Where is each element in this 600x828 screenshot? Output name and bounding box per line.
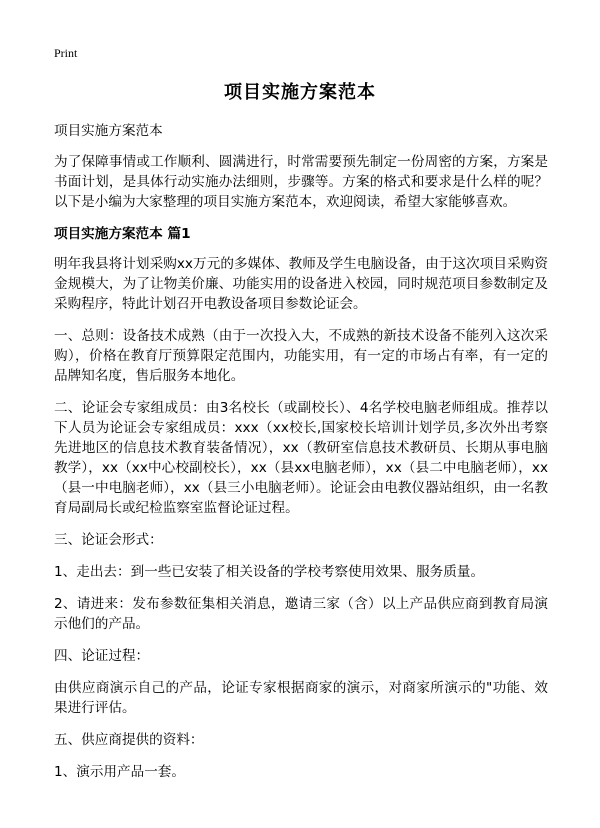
paragraph-go-out: 1、走出去：到一些已安装了相关设备的学校考察使用效果、服务质量。 (54, 564, 485, 580)
paragraph-meeting-format-heading: 三、论证会形式： (54, 532, 163, 548)
paragraph-general-principles: 一、总则：设备技术成熟（由于一次投入大，不成熟的新技术设备不能列入这次采购），价格在教育厅预算限定范围内，功能实用，有一定的市场占有率，有一定的品牌知名度，售后服务本地化。 (54, 328, 548, 384)
document-body (54, 121, 548, 794)
print-label[interactable]: Print (54, 46, 78, 60)
paragraph-invite-in: 2、请进来：发布参数征集相关消息，邀请三家（含）以上产品供应商到教育局演示他们的产品。 (54, 596, 548, 632)
paragraph-process-heading: 四、论证过程： (54, 648, 150, 664)
intro-paragraph: 为了保障事情或工作顺利、圆满进行，时常需要预先制定一份周密的方案，方案是书面计划，是具体行动实施办法细则，步骤等。方案的格式和要求是什么样的呢？以下是小编为大家整理的项目实施方案范本，欢迎阅读，希望大家能够喜欢。 (54, 154, 548, 210)
section-heading: 项目实施方案范本 篇1 (54, 226, 191, 242)
paragraph-materials-heading: 五、供应商提供的资料： (54, 732, 204, 748)
paragraph-expert-panel: 二、论证会专家组成员：由3名校长（或副校长）、4名学校电脑老师组成。推荐以下人员为论证会专家组成员：xxx（xx校长,国家校长培训计划学员,多次外出考察先进地区的信息技术教育装备情况），xx（教研室信息技术教研员、长期从事电脑教学），xx（xx中心校副校长），xx（县xx电脑老师），xx（县二中电脑老师），xx（县一中电脑老师），xx（县三小电脑老师）。论证会由电教仪器站组织，由一名教育局副局长或纪检监察室监督论证过程。 (54, 400, 548, 516)
document-subtitle: 项目实施方案范本 (54, 123, 163, 139)
paragraph-process: 由供应商演示自己的产品，论证专家根据商家的演示，对商家所演示的"功能、效果进行评估。 (54, 680, 548, 716)
paragraph-purchase-plan: 明年我县将计划采购xx万元的多媒体、教师及学生电脑设备，由于这次项目采购资金规模大，为了让物美价廉、功能实用的设备进入校园，同时规范项目参数制定及采购程序，特此计划召开电教设备项目参数论证会。 (54, 256, 548, 312)
document-title: 项目实施方案范本 (224, 82, 376, 103)
paragraph-materials-item-1: 1、演示用产品一套。 (54, 764, 185, 780)
